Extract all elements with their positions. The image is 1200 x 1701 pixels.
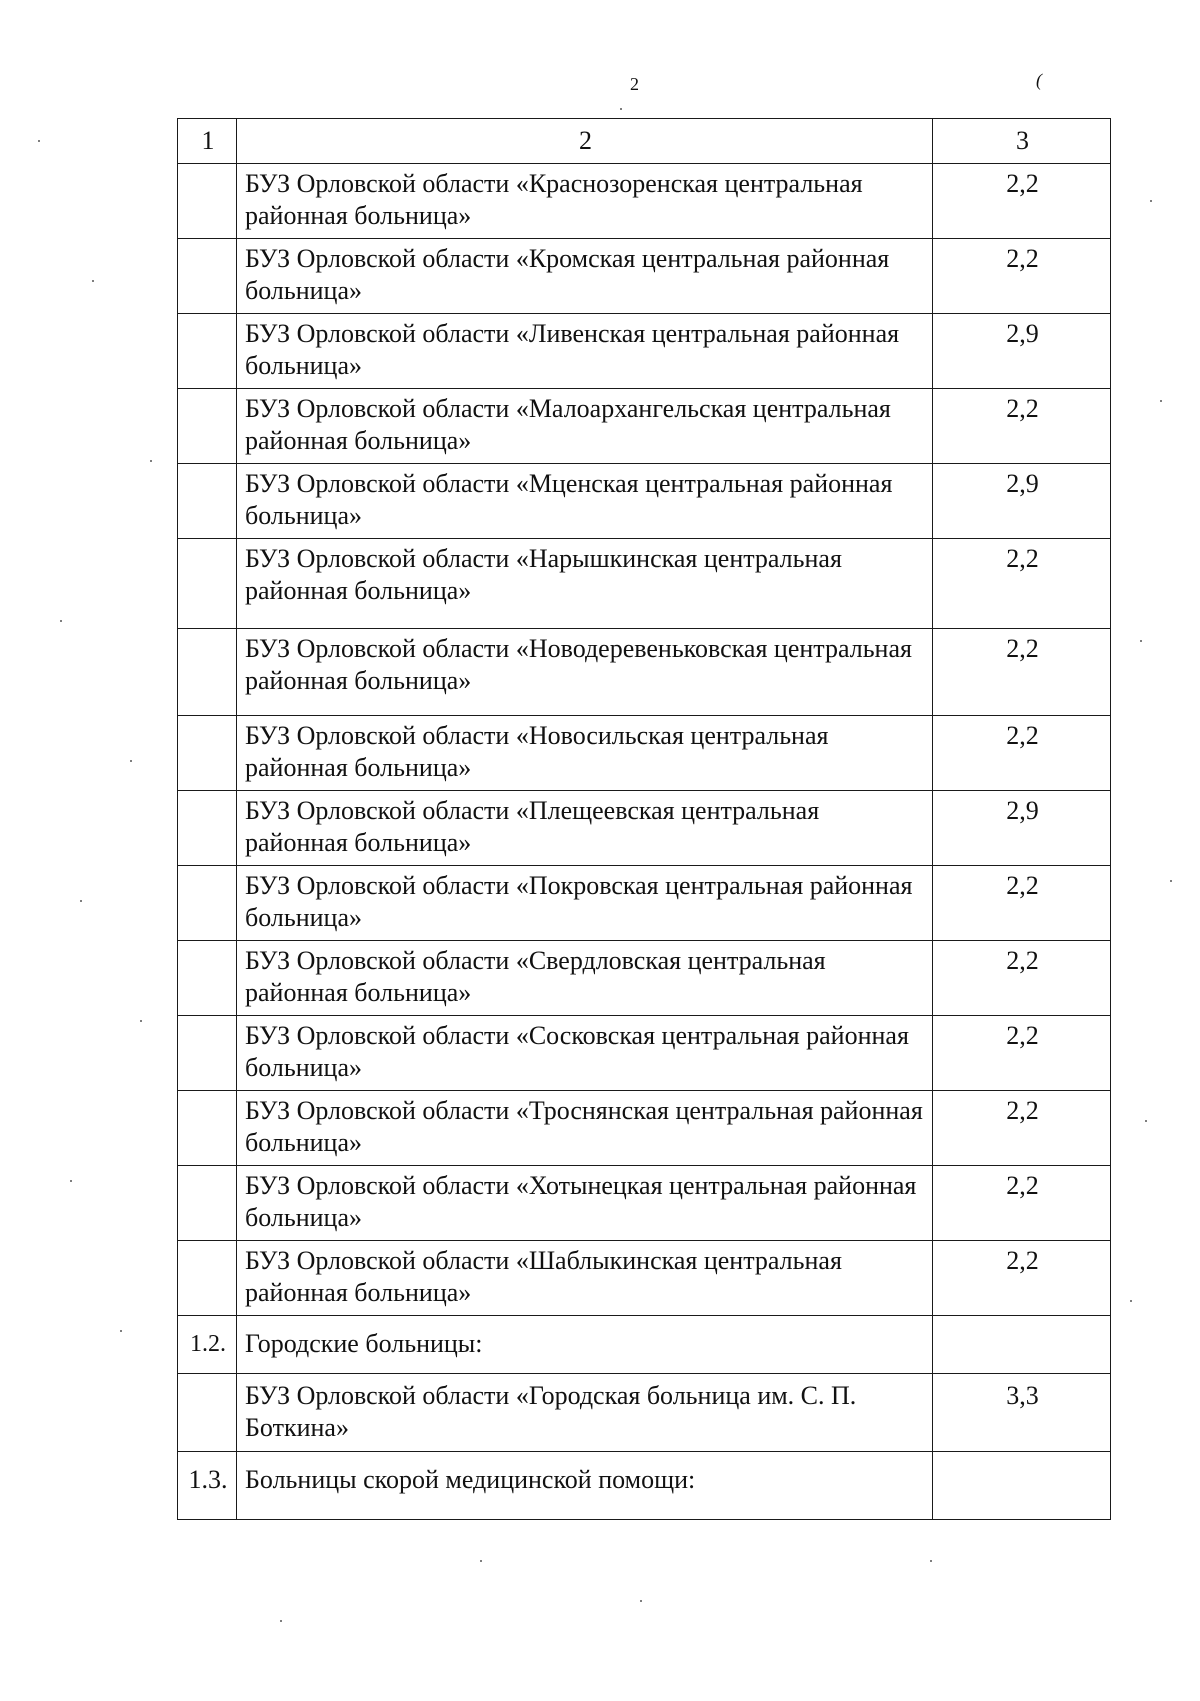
scan-speck [640, 1600, 642, 1602]
row-number [178, 941, 237, 1016]
table-row [178, 941, 1111, 1016]
scan-speck [130, 760, 132, 762]
hospital-name: БУЗ Орловской области «Свердловская центральная районная больница» [237, 941, 933, 1016]
table-row [178, 1091, 1111, 1166]
coefficient-value: 2,2 [933, 164, 1111, 239]
scan-speck [930, 1560, 932, 1562]
hospital-name: БУЗ Орловской области «Новосильская центральная районная больница» [237, 716, 933, 791]
table-row [178, 464, 1111, 539]
table-row [178, 791, 1111, 866]
section-number: 1.3. [178, 1452, 237, 1520]
coefficient-value: 2,2 [933, 629, 1111, 716]
coefficient-value: 2,2 [933, 941, 1111, 1016]
coefficient-value [933, 1452, 1111, 1520]
table-row [178, 1166, 1111, 1241]
row-number [178, 239, 237, 314]
scan-speck [60, 620, 62, 622]
coefficient-value: 2,2 [933, 539, 1111, 629]
coefficient-value: 2,2 [933, 716, 1111, 791]
hospital-name: БУЗ Орловской области «Троснянская центральная районная больница» [237, 1091, 933, 1166]
row-number [178, 1166, 237, 1241]
scan-speck [480, 1560, 482, 1562]
table-header-row [178, 119, 1111, 164]
page-number: 2 [630, 74, 639, 94]
table-row [178, 1241, 1111, 1316]
scan-speck [1140, 640, 1142, 642]
hospital-name: БУЗ Орловской области «Городская больница им. С. П. Боткина» [237, 1374, 933, 1452]
table-row [178, 314, 1111, 389]
table-row [178, 239, 1111, 314]
table-row [178, 389, 1111, 464]
hospital-name: БУЗ Орловской области «Кромская центральная районная больница» [237, 239, 933, 314]
row-number [178, 629, 237, 716]
section-title: Больницы скорой медицинской помощи: [237, 1452, 933, 1520]
coefficient-value [933, 1316, 1111, 1374]
scan-speck [1160, 400, 1162, 402]
row-number [178, 389, 237, 464]
hospital-name: БУЗ Орловской области «Плещеевская центральная районная больница» [237, 791, 933, 866]
scan-speck [1150, 200, 1152, 202]
table-row [178, 629, 1111, 716]
header-col-2: 2 [237, 119, 933, 164]
coefficient-value: 2,2 [933, 1016, 1111, 1091]
scan-speck [1145, 1120, 1147, 1122]
row-number [178, 539, 237, 629]
hospital-name: БУЗ Орловской области «Покровская центральная районная больница» [237, 866, 933, 941]
header-col-3: 3 [933, 119, 1111, 164]
row-number [178, 716, 237, 791]
coefficient-value: 2,2 [933, 239, 1111, 314]
row-number [178, 1091, 237, 1166]
row-number [178, 164, 237, 239]
table-row [178, 164, 1111, 239]
row-number [178, 1374, 237, 1452]
section-row [178, 1452, 1111, 1520]
hospital-name: БУЗ Орловской области «Новодеревеньковская центральная районная больница» [237, 629, 933, 716]
scan-speck [140, 1020, 142, 1022]
corner-mark: ( [1036, 70, 1042, 90]
scan-speck [70, 1180, 72, 1182]
coefficient-value: 2,9 [933, 791, 1111, 866]
coefficient-value: 2,2 [933, 389, 1111, 464]
rates-table [177, 118, 1111, 1520]
hospital-name: БУЗ Орловской области «Сосковская центральная районная больница» [237, 1016, 933, 1091]
table-row [178, 1374, 1111, 1452]
hospital-name: БУЗ Орловской области «Шаблыкинская центральная районная больница» [237, 1241, 933, 1316]
table-row [178, 716, 1111, 791]
row-number [178, 314, 237, 389]
section-row [178, 1316, 1111, 1374]
section-number: 1.2. [178, 1316, 237, 1374]
scan-speck [620, 108, 622, 110]
coefficient-value: 2,2 [933, 866, 1111, 941]
table-row [178, 1016, 1111, 1091]
scan-speck [38, 140, 40, 142]
hospital-name: БУЗ Орловской области «Краснозоренская центральная районная больница» [237, 164, 933, 239]
hospital-name: БУЗ Орловской области «Малоархангельская центральная районная больница» [237, 389, 933, 464]
coefficient-value: 2,9 [933, 464, 1111, 539]
scan-speck [280, 1620, 282, 1622]
scan-speck [1130, 1300, 1132, 1302]
coefficient-value: 2,2 [933, 1091, 1111, 1166]
hospital-name: БУЗ Орловской области «Хотынецкая центральная районная больница» [237, 1166, 933, 1241]
section-title: Городские больницы: [237, 1316, 933, 1374]
table-row [178, 866, 1111, 941]
coefficient-value: 3,3 [933, 1374, 1111, 1452]
scan-speck [120, 1330, 122, 1332]
row-number [178, 464, 237, 539]
table-row [178, 539, 1111, 629]
scan-speck [80, 900, 82, 902]
coefficient-value: 2,2 [933, 1241, 1111, 1316]
row-number [178, 1241, 237, 1316]
hospital-name: БУЗ Орловской области «Нарышкинская центральная районная больница» [237, 539, 933, 629]
hospital-name: БУЗ Орловской области «Ливенская центральная районная больница» [237, 314, 933, 389]
scan-speck [92, 280, 94, 282]
coefficient-value: 2,2 [933, 1166, 1111, 1241]
header-col-1: 1 [178, 119, 237, 164]
scan-speck [1170, 880, 1172, 882]
row-number [178, 866, 237, 941]
coefficient-value: 2,9 [933, 314, 1111, 389]
row-number [178, 791, 237, 866]
scan-speck [150, 460, 152, 462]
hospital-name: БУЗ Орловской области «Мценская центральная районная больница» [237, 464, 933, 539]
row-number [178, 1016, 237, 1091]
